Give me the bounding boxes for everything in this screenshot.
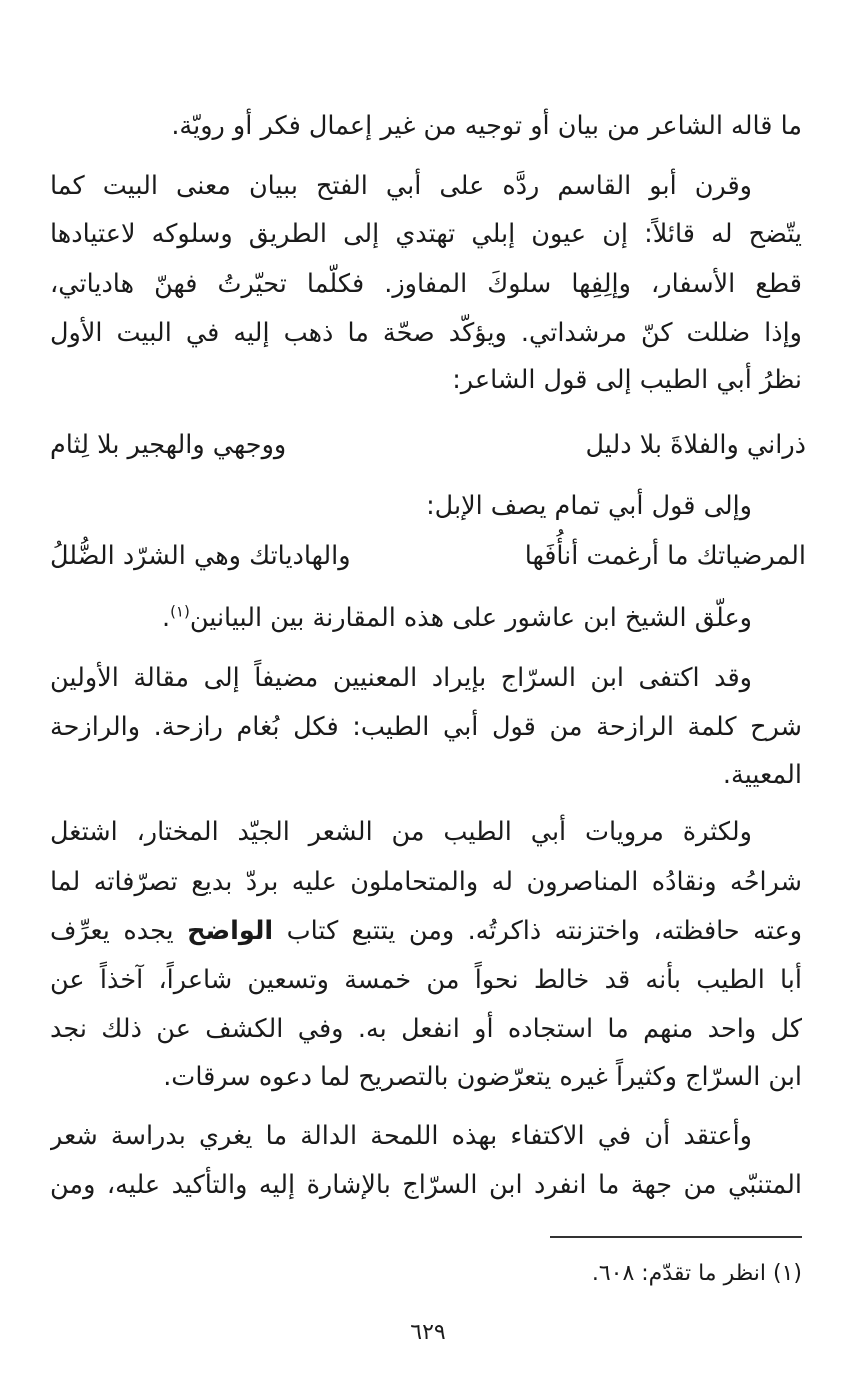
text-line: قطع الأسفار، وإلِفِها سلوكَ المفاوز. فكلّما تحيّرتُ فهنّ هادياتي، bbox=[50, 269, 802, 299]
footnote-marker: (١) bbox=[170, 602, 190, 621]
verse bbox=[50, 536, 806, 576]
book-title: الواضح bbox=[187, 916, 274, 946]
text-line: ولكثرة مرويات أبي الطيب من الشعر الجيّد المختار، اشتغل bbox=[50, 817, 752, 847]
text-line: وإذا ضللت كنّ مرشداتي. ويؤكّد صحّة ما ذهب إليه في البيت الأول bbox=[50, 318, 802, 348]
text-line: المتنبّي من جهة ما انفرد ابن السرّاج بالإشارة إليه والتأكيد عليه، ومن bbox=[50, 1170, 802, 1200]
text-line: شرح كلمة الرازحة من قول أبي الطيب: فكل بُغام رازحة. والرازحة bbox=[50, 712, 802, 742]
text-segment: وعته حافظته، واختزنته ذاكرتُه. ومن يتتبع كتاب bbox=[286, 916, 802, 946]
text-line: وأعتقد أن في الاكتفاء بهذه اللمحة الدالة ما يغري بدراسة شعر bbox=[50, 1121, 752, 1151]
text-line bbox=[50, 911, 802, 951]
text-segment: . bbox=[161, 603, 171, 633]
text-segment: يجده يعرِّف bbox=[50, 916, 174, 946]
verse bbox=[50, 425, 806, 465]
text-line: ما قاله الشاعر من بيان أو توجيه من غير إعمال فكر أو رويّة. bbox=[171, 111, 802, 141]
text-line: ابن السرّاج وكثيراً غيره يتعرّضون بالتصريح لما دعوه سرقات. bbox=[163, 1062, 802, 1092]
text-line: شراحُه ونقادُه المناصرون له والمتحاملون عليه بردّ بديع تصرّفاته لما bbox=[50, 867, 802, 897]
text-line: أبا الطيب بأنه قد خالط نحواً من خمسة وتسعين شاعراً، آخذاً عن bbox=[50, 965, 802, 995]
text-line bbox=[50, 598, 752, 638]
verse-first-hemistich: ذراني والفلاةَ بلا دليل bbox=[585, 430, 806, 460]
text-line: وقرن أبو القاسم ردَّه على أبي الفتح ببيان معنى البيت كما bbox=[50, 171, 752, 201]
text-segment: وعلّق الشيخ ابن عاشور على هذه المقارنة بين البيانين bbox=[189, 603, 752, 633]
verse-second-hemistich: ووجهي والهجير بلا لِثام bbox=[50, 430, 287, 460]
verse-first-hemistich: المرضياتك ما أرغمت أنأُفَها bbox=[524, 541, 806, 571]
footnote: (١) انظر ما تقدّم: ٦٠٨. bbox=[591, 1261, 802, 1286]
text-line: يتّضح له قائلاً: إن عيون إبلي تهتدي إلى الطريق وسلوكه لاعتيادها bbox=[50, 219, 802, 249]
text-line: المعيية. bbox=[722, 760, 802, 790]
verse-second-hemistich: والهادياتك وهي الشرّد الضُّللُ bbox=[50, 541, 351, 571]
text-line: وقد اكتفى ابن السرّاج بإيراد المعنيين مضيفاً إلى مقالة الأولين bbox=[50, 663, 752, 693]
text-line: وإلى قول أبي تمام يصف الإبل: bbox=[426, 491, 752, 521]
text-line: نظرُ أبي الطيب إلى قول الشاعر: bbox=[452, 365, 802, 395]
text-line: كل واحد منهم ما استجاده أو انفعل به. وفي الكشف عن ذلك نجد bbox=[50, 1014, 802, 1044]
footnote-divider bbox=[550, 1236, 802, 1238]
page-number: ٦٢٩ bbox=[410, 1320, 446, 1345]
